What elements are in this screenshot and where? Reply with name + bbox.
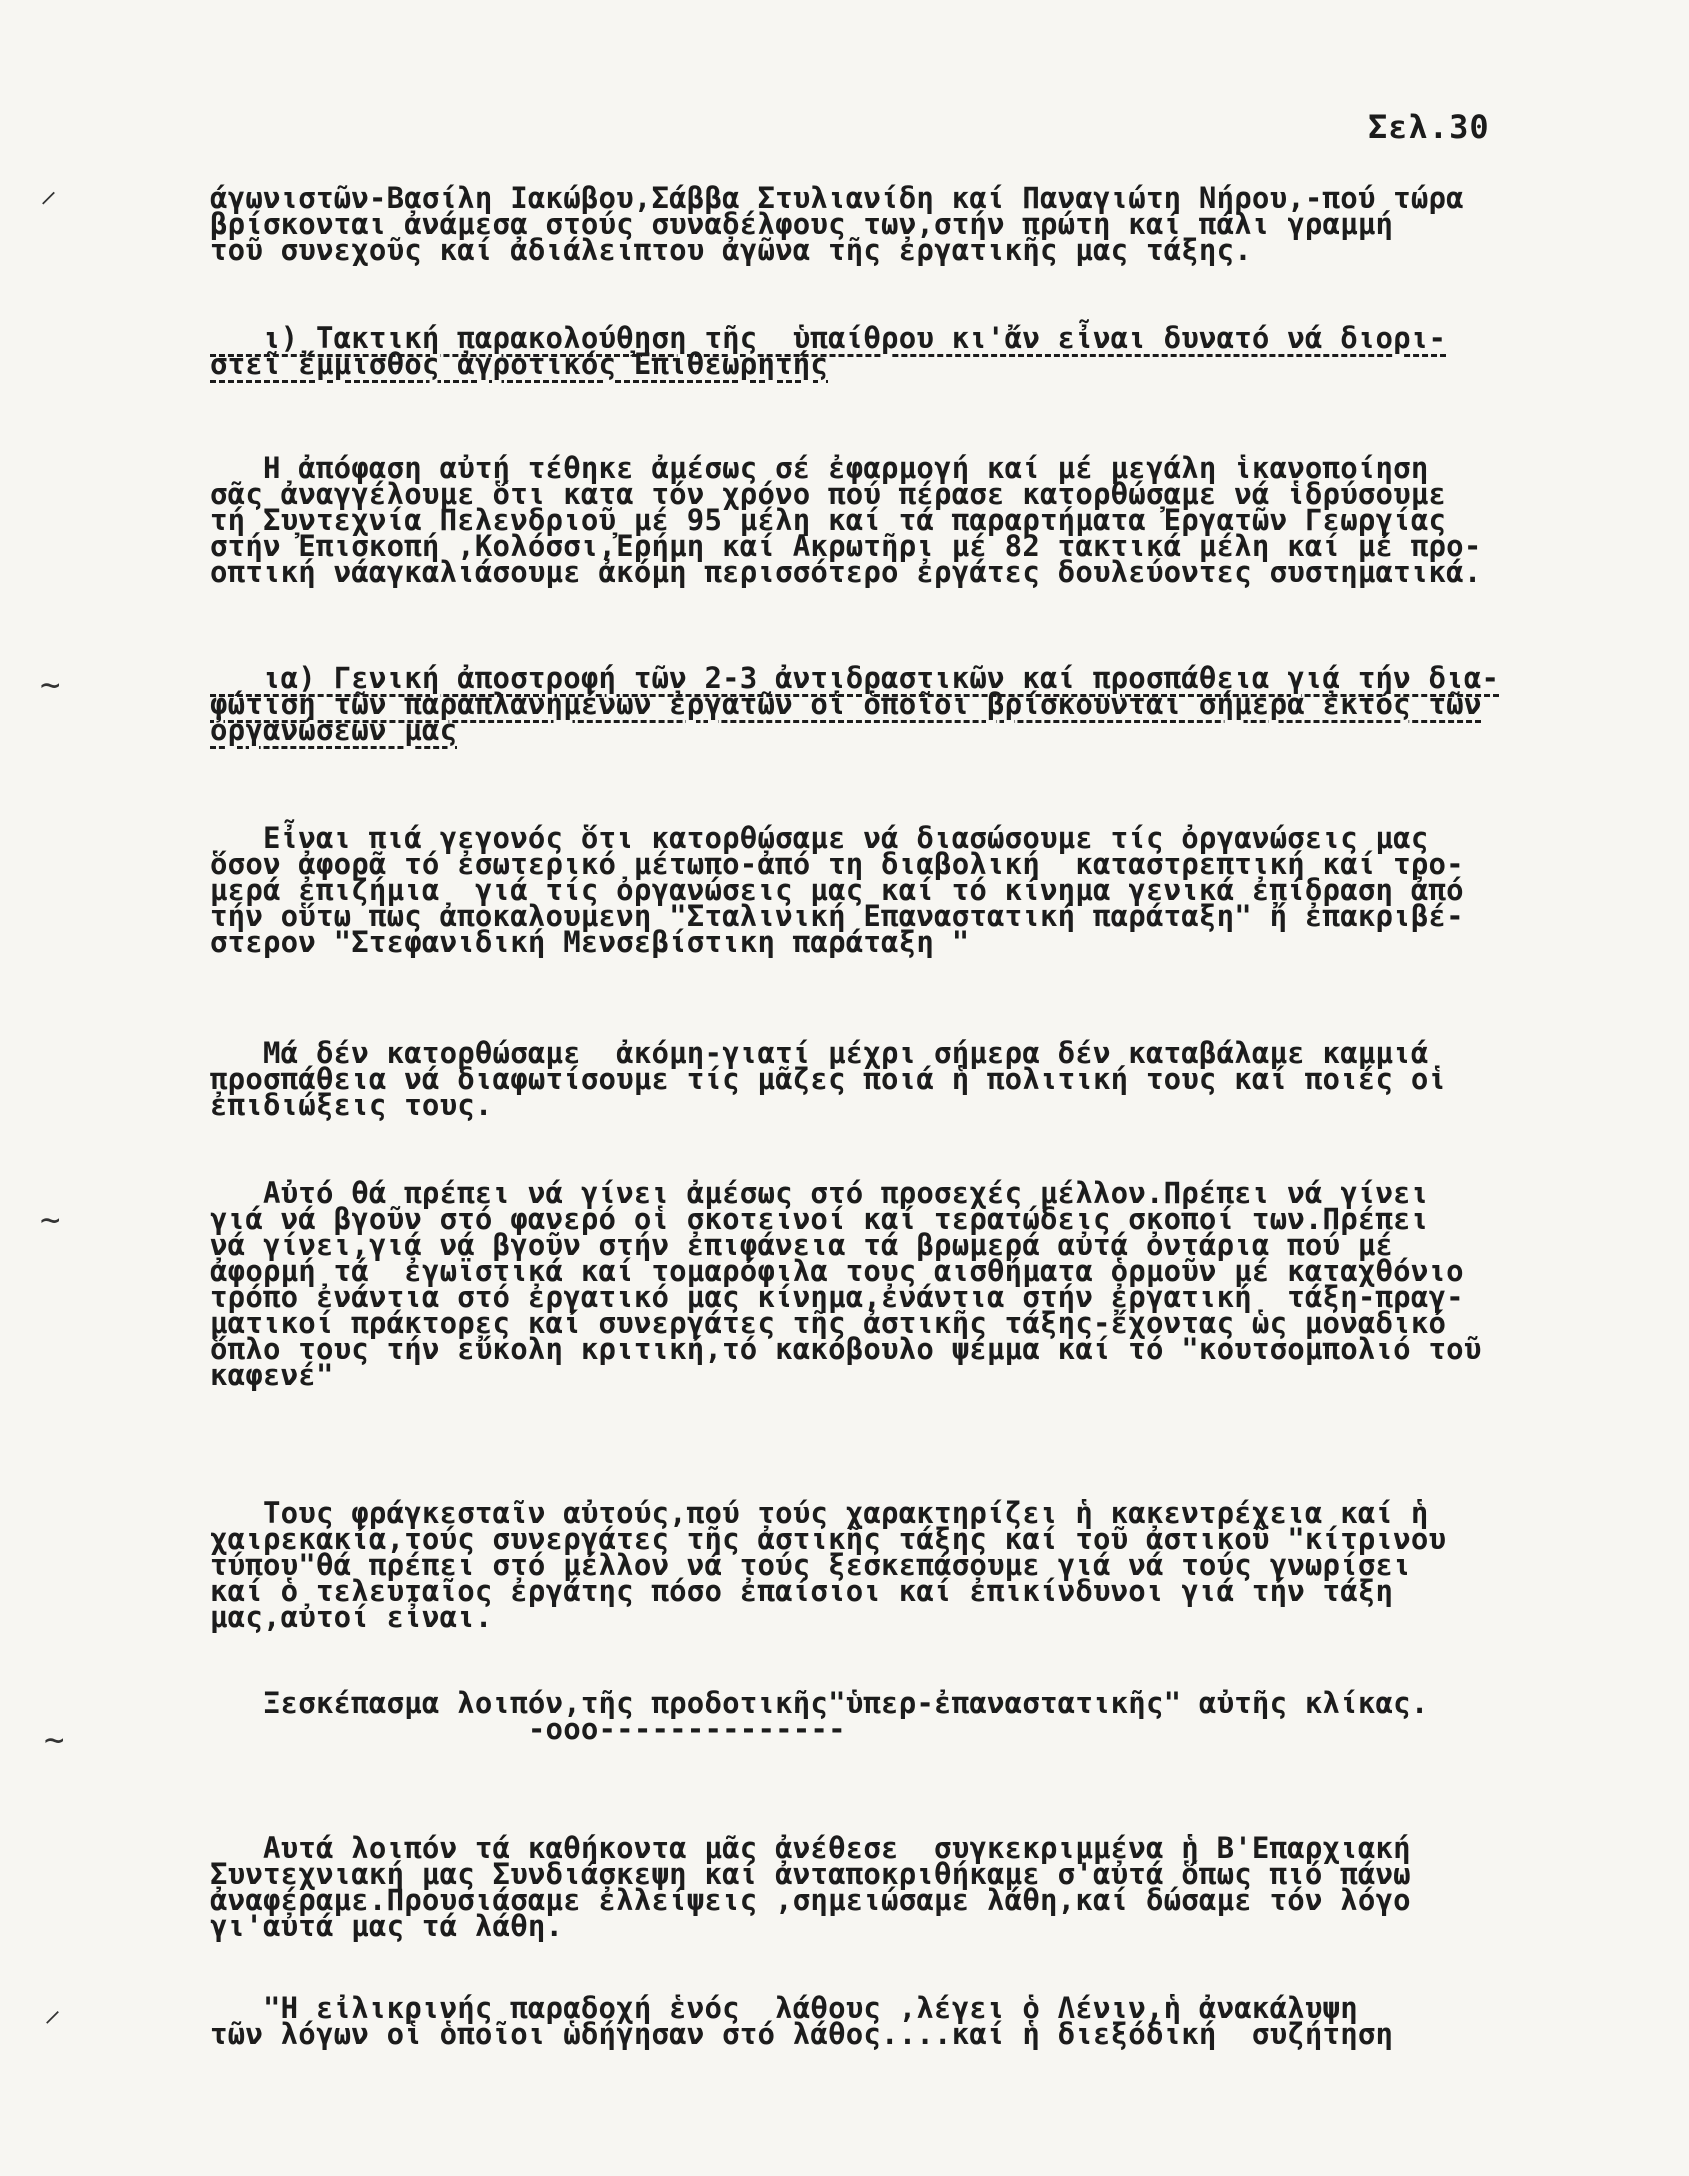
section-heading: ι) Τακτική παρακολούθηση τῆς ὑπαίθρου κι'ἄν εἶναι δυνατό νά διορι- στεῖ ἔμμισθος ἀγροτικός Ἐπιθεωρητής xyxy=(210,321,1447,381)
paragraph: Εἶναι πιά γεγονός ὅτι κατορθώσαμε νά διασώσουμε τίς ὀργανώσεις μας ὅσον ἀφορᾶ τό ἐσωτερικό μέτωπο-ἀπό τη διαβολική καταστρεπτική καί τρο- μερά ἐπιζήμια γιά τίς ὀργανώσεις μας καί τό κίνημα γενικά ἐπίδραση ἀπό τήν οὕτω πως ἀποκαλουμενη "Σταλινική Επαναστατική παράταξη" ἤ ἐπακριβέ- στερον "Στεφανιδική Μενσεβίστικη παράταξη " xyxy=(210,821,1464,959)
paragraph: Μά δέν κατορθώσαμε ἀκόμη-γιατί μέχρι σήμερα δέν καταβάλαμε καμμιά προσπάθεια νά διαφωτίσουμε τίς μᾶζες ποιά ἡ πολιτική τους καί ποιές οἱ ἐπιδιώξεις τους. xyxy=(210,1036,1447,1122)
paragraph: Ξεσκέπασμα λοιπόν,τῆς προδοτικῆς"ὑπερ-ἐπαναστατικῆς" αὐτῆς κλίκας. -ooo-------------- xyxy=(262,1686,1429,1746)
paragraph: άγωνιστῶν-Βασίλη Ιακώβου,Σάββα Στυλιανίδη καί Παναγιώτη Νήρου,-πού τώρα βρίσκονται ἀνάμεσα στούς συναδέλφους των,στήν πρώτη καί πάλι γραμμή τοῦ συνεχοῦς καί ἀδιάλειπτου ἀγῶνα τῆς ἐργατικῆς μας τάξης. xyxy=(210,181,1464,267)
margin-mark: ⸝ xyxy=(44,1990,61,2030)
margin-mark: ~ xyxy=(40,1200,61,1240)
paragraph: Αυτά λοιπόν τά καθήκοντα μᾶς ἀνέθεσε συγκεκριμμένα ἡ Β'Επαρχιακή Συντεχνιακή μας Συνδιάσκεψη καί ἀνταποκριθήκαμε σ'αὐτά ὅπως πιό πάνω ἀναφέραμε.Προυσιάσαμε ἐλλείψεις ,σημειώσαμε λάθη,καί δώσαμε τόν λόγο γι'αὐτά μας τά λάθη. xyxy=(210,1831,1411,1943)
section-heading: ια) Γενική ἀποστροφή τῶν 2-3 ἀντιδραστικῶν καί προσπάθεια γιά τήν δια- φώτιση τῶν παραπλανημένων ἐργατῶν οἱ ὁποῖοι βρίσκουνται σήμερα ἐκτός τῶν ὀργανώσεων μας xyxy=(210,661,1500,747)
margin-mark: ~ xyxy=(44,1720,65,1760)
page-number: Σελ.30 xyxy=(1368,108,1490,146)
paragraph: Η ἀπόφαση αὐτή τέθηκε ἀμέσως σέ ἐφαρμογή καί μέ μεγάλη ἱκανοποίηση σᾶς ἀναγγέλουμε ὅτι κατα τόν χρόνο πού πέρασε κατορθώσαμε νά ἱδρύσουμε τή Συντεχνία Πελενδριοῦ μέ 95 μέλη καί τά παραρτήματα Ἐργατῶν Γεωργίας στήν Ἐπισκοπή ,Κολόσσι,Ἐρήμη καί Ακρωτῆρι μέ 82 τακτικά μέλη καί μέ προ- οπτική νάαγκαλιάσουμε ἀκόμη περισσότερο ἐργάτες δουλεύοντες συστηματικά. xyxy=(210,451,1482,589)
paragraph: Αὐτό θά πρέπει νά γίνει ἀμέσως στό προσεχές μέλλον.Πρέπει νά γίνει γιά νά βγοῦν στό φανερό οἱ σκοτεινοί καί τερατώδεις σκοποί των.Πρέπει νά γίνει,γιά νά βγοῦν στήν ἐπιφάνεια τά βρωμερά αὐτά ὀντάρια πού μέ ἀφορμή τά ἐγωϊστικά καί τομαρόφιλα τους αισθήματα ὁρμοῦν μέ καταχθόνιο τρόπο ἐνάντια στό ἐργατικό μας κίνημα,ἐνάντια στήν ἐργατική τάξη-πραγ- ματικοί πράκτορες καί συνεργάτες τῆς ἀστικῆς τάξης-ἔχοντας ὡς μοναδικό ὅπλο τους τήν εὔκολη κριτική,τό κακόβουλο ψέμμα καί τό "κουτσομπολιό τοῦ καφενέ" xyxy=(210,1176,1482,1392)
margin-mark: ~ xyxy=(40,665,61,705)
paragraph: "Η εἰλικρινής παραδοχή ἑνός λάθους ,λέγει ὁ Λένιν,ἡ ἀνακάλυψη τῶν λόγων οἱ ὁποῖοι ὡδήγησαν στό λάθος....καί ἡ διεξόδική συζήτηση xyxy=(210,1991,1394,2051)
paragraph: Τους φράγκεσταῖν αὐτούς,πού τούς χαρακτηρίζει ἡ κακεντρέχεια καί ἡ χαιρεκακία,τούς συνεργάτες τῆς ἀστικῆς τάξης καί τοῦ ἀστικοῦ "κίτρινου τύπου"θά πρέπει στό μέλλον νά τούς ξεσκεπάσουμε γιά νά τούς γνωρίσει καί ὁ τελευταῖος ἐργάτης πόσο ἐπαίσιοι καί ἐπικίνδυνοι γιά τήν τάξη μας,αὐτοί εἶναι. xyxy=(210,1496,1447,1634)
margin-mark: ⸍ xyxy=(40,185,57,225)
